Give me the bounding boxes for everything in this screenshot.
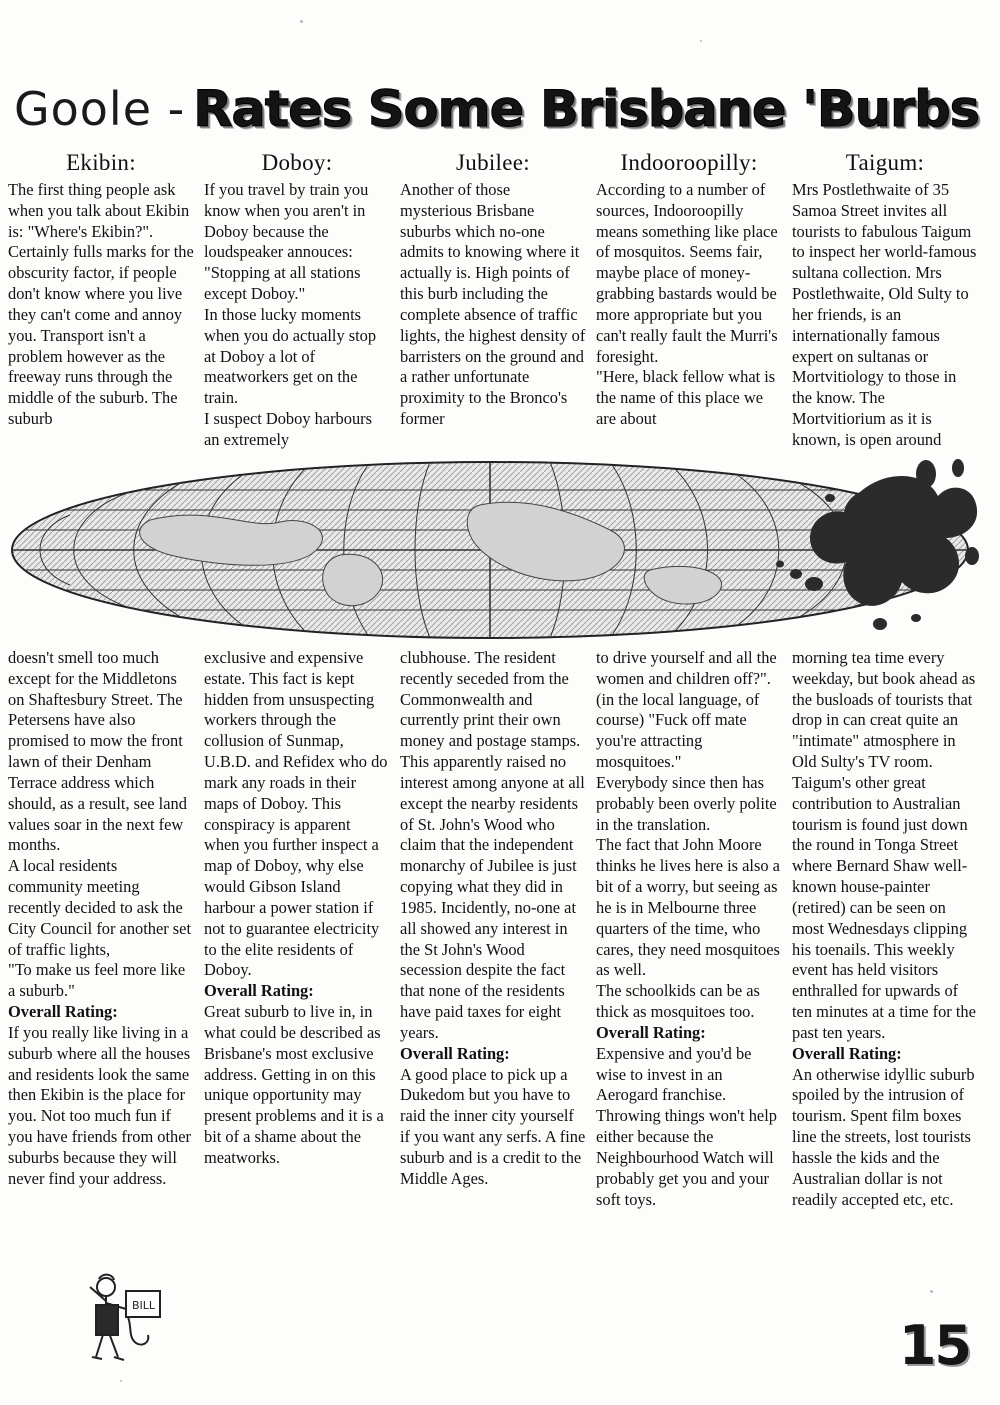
overall-rating-label: Overall Rating:	[204, 981, 314, 1001]
bill-scroll-label: BILL	[132, 1299, 156, 1312]
column-heading: Ekibin:	[66, 150, 136, 175]
column-body-top: According to a number of sources, Indooroopilly means something like place of mosquitos. Seems fair, maybe place of money-grabbing bastards would be more appropriate but you can't really fault the Murri's foresight. "Here, black fellow what is the name of this place we are about	[596, 180, 778, 429]
ink-blot-icon	[710, 452, 990, 652]
page-number: 15	[898, 1314, 970, 1377]
overall-rating-text: Expensive and you'd be wise to invest in an Aerogard franchise. Throwing things won't help either because the Neighbourhood Watch will probably get you and your soft toys.	[596, 1043, 777, 1209]
column-ekibin	[8, 150, 194, 451]
column-body-bottom: exclusive and expensive estate. This fact is kept hidden from unsuspecting workers through the collusion of Sunmap, U.B.D. and Refidex who do mark any roads in their maps of Doboy. This conspiracy is apparent when you further inspect a map of Doboy, why else would Gibson Island harbour a power station if not to guarantee electricity to the elite residents of Doboy.	[204, 648, 388, 980]
paper-speck	[700, 40, 702, 42]
column-heading: Taigum:	[845, 150, 925, 175]
central-illustration	[10, 452, 990, 657]
overall-rating-text: An otherwise idyllic suburb spoiled by the intrusion of tourism. Spent film boxes line the streets, lost tourists hassle the kids and the Australian dollar is not readily accepted etc, etc.	[792, 1064, 975, 1209]
column-heading: Doboy:	[261, 150, 333, 175]
column-body-bottom: clubhouse. The resident recently seceded from the Commonwealth and currently print their own money and postage stamps. This apparently raised no interest among anyone at all except the nearby residents of St. John's Wood who claim that the independent monarchy of Jubilee is just copying what they did in 1985. Incidently, no-one at all showed any interest in the St John's Wood secession despite the fact that none of the residents have paid taxes for eight years.	[400, 648, 585, 1042]
page-title: Rates Some Brisbane 'Burbs	[193, 80, 980, 138]
overall-rating-text: If you really like living in a suburb where all the houses and residents look the same then Ekibin is the place for you. Not too much fun if you have friends from other suburbs because they will never find your address.	[8, 1022, 191, 1188]
column-body-top: The first thing people ask when you talk about Ekibin is: "Where's Ekibin?". Certainly fulls marks for the obscurity factor, if people don't know where you live they can't come and annoy you. Transport isn't a problem however as the freeway runs through the middle of the suburb. The suburb	[8, 180, 194, 429]
paper-speck	[930, 1290, 933, 1293]
column-body-top: Mrs Postlethwaite of 35 Samoa Street invites all tourists to fabulous Taigum to inspect her world-famous sultana collection. Mrs Postlethwaite, Old Sulty to her friends, is an internationally famous expert on sultanas or Mortvitiology to those in the know. The Mortvitiorium as it is known, is open around	[792, 180, 977, 449]
column-body-bottom: doesn't smell too much except for the Middletons on Shaftesbury Street. The Petersens have also promised to mow the front lawn of their Denham Terrace address which should, as a result, see land values soar in the next few months. A local residents community meeting recently decided to ask the City Council for another set of traffic lights, "To make us feel more like a suburb."	[8, 648, 191, 1001]
column-body-bottom: to drive yourself and all the women and children off?". (in the local language, of course) "Fuck off mate you're attracting mosquitoes." Everybody since then has probably been overly polite in the translation. The fact that John Moore thinks he lives here is also a bit of a worry, but seeing as he is in Melbourne three quarters of the time, who cares, they need mosquitoes as well. The schoolkids can be as thick as mosquitoes too.	[596, 648, 780, 1022]
paper-speck	[300, 20, 303, 23]
masthead	[14, 60, 986, 140]
column-jubilee	[400, 150, 586, 451]
overall-rating-label: Overall Rating:	[8, 1002, 118, 1022]
overall-rating-label: Overall Rating:	[400, 1043, 510, 1063]
column-taigum	[792, 150, 978, 451]
column-body-top: If you travel by train you know when you aren't in Doboy because the loudspeaker annouces: "Stopping at all stations except Doboy." In those lucky moments when you do actually stop at Doboy a lot of meatworkers get on the train. I suspect Doboy harbours an extremely	[204, 180, 377, 449]
paper-speck	[120, 1380, 122, 1382]
column-indooroopilly-cont	[596, 648, 782, 1210]
overall-rating-label: Overall Rating:	[792, 1043, 902, 1063]
world-map-ellipse-icon	[10, 460, 970, 640]
column-heading: Jubilee:	[456, 150, 530, 175]
publication-brand: Goole -	[14, 82, 186, 136]
overall-rating-text: Great suburb to live in, in what could be described as Brisbane's most exclusive address. Getting in on this unique opportunity may present problems and it is a bit of a shame about the meatworks.	[204, 1002, 384, 1167]
column-body-top: Another of those mysterious Brisbane suburbs which no-one admits to knowing where it actually is. High points of this burb including the complete absence of traffic lights, the highest density of barristers on the ground and a rather unfortunate proximity to the Bronco's former	[400, 180, 586, 429]
cartoon-man-with-bill-scroll-icon	[70, 1265, 190, 1375]
column-indooroopilly	[596, 150, 782, 451]
column-jubilee-cont	[400, 648, 586, 1210]
column-ekibin-cont	[8, 648, 194, 1210]
column-taigum-cont	[792, 648, 978, 1210]
column-doboy-cont	[204, 648, 390, 1210]
overall-rating-label: Overall Rating:	[596, 1022, 706, 1042]
article-columns-top	[8, 150, 992, 451]
overall-rating-text: A good place to pick up a Dukedom but you have to raid the inner city yourself if you want any serfs. A fine suburb and is a credit to the Middle Ages.	[400, 1064, 586, 1188]
column-body-bottom: morning tea time every weekday, but book ahead as the busloads of tourists that drop in can creat quite an "intimate" atmosphere in Old Sulty's TV room. Taigum's other great contribution to Australian tourism is found just down the round in Tonga Street where Bernard Shaw well-known house-painter (retired) can be seen on most Wednesdays clipping his toenails. This weekly event has held visitors enthralled for upwards of ten minutes at a time for the past ten years.	[792, 648, 976, 1042]
article-columns-bottom	[8, 648, 992, 1210]
column-heading: Indooroopilly:	[620, 150, 758, 175]
column-doboy	[204, 150, 390, 451]
